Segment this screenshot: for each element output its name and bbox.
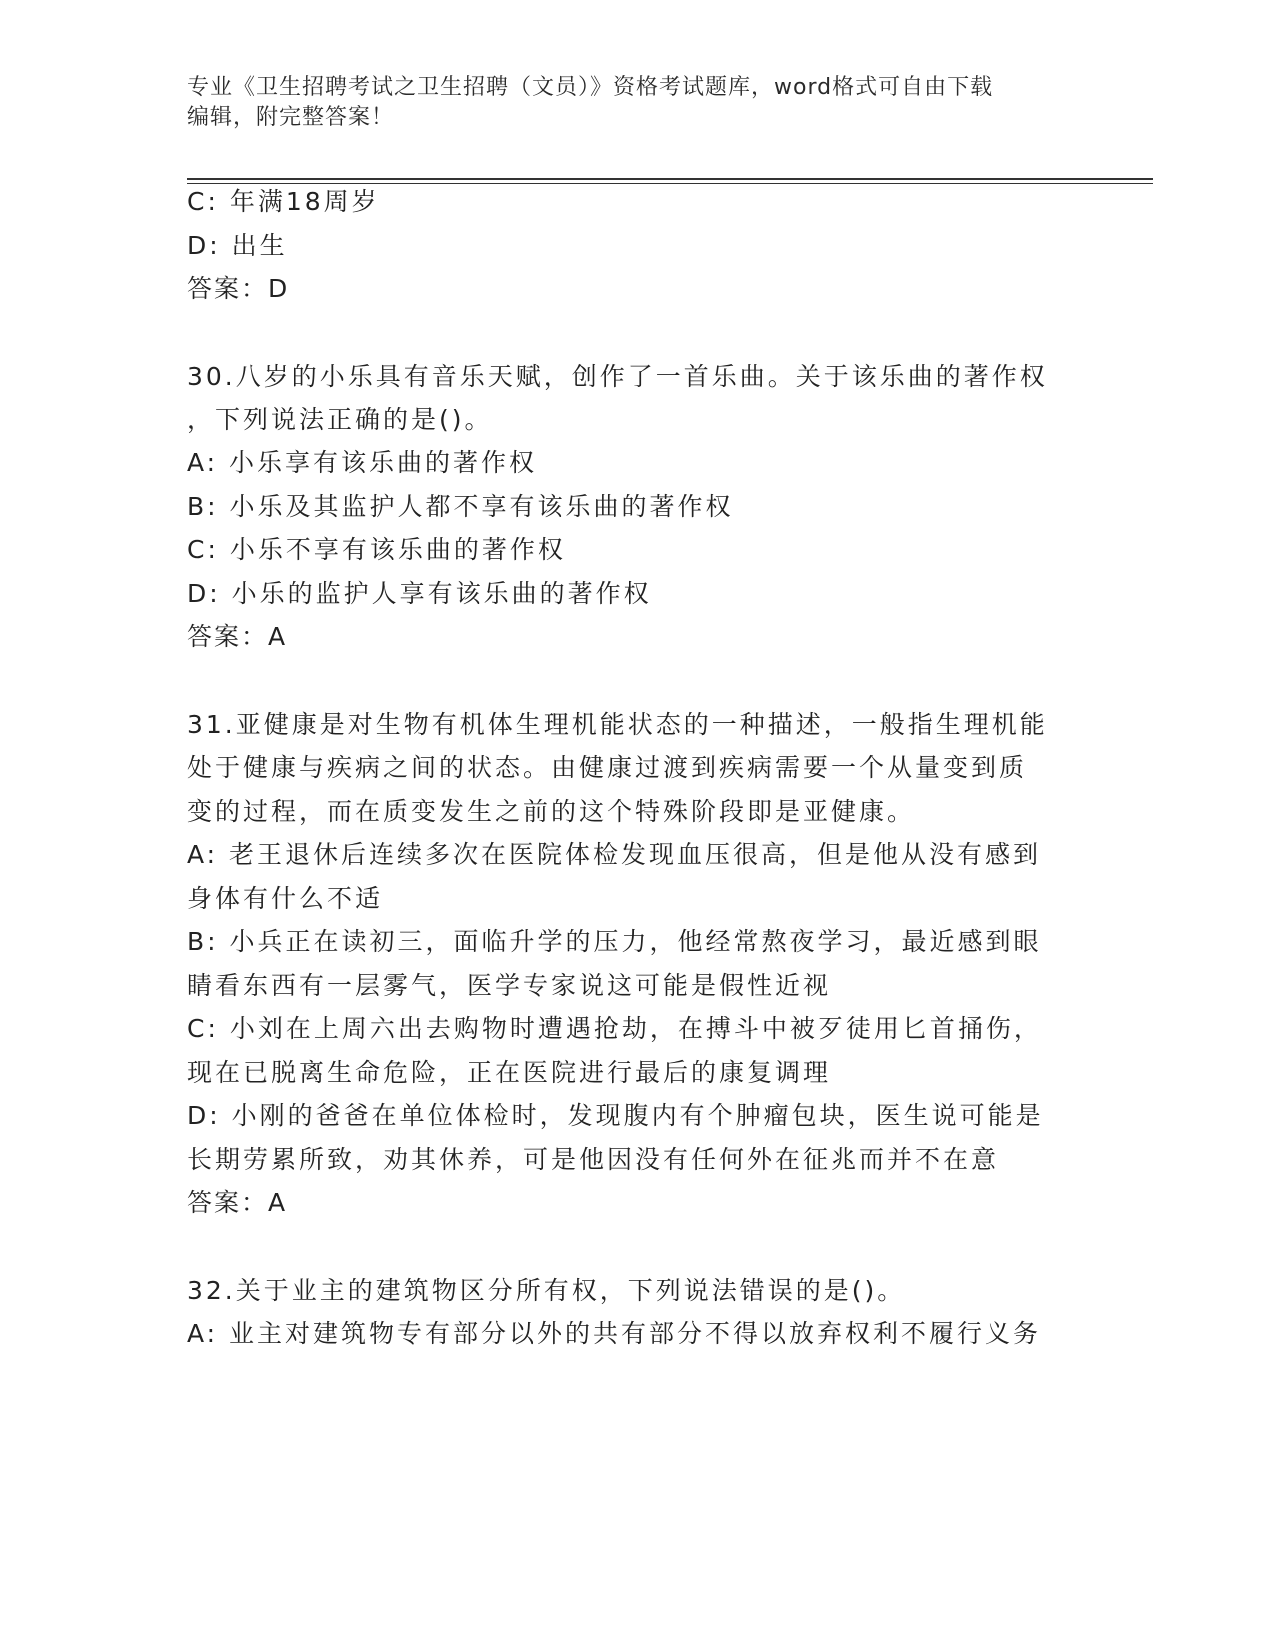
q30-stem-2: ，下列说法正确的是()。 <box>187 405 493 434</box>
q31-option-d-1: D: 小刚的爸爸在单位体检时，发现腹内有个肿瘤包块，医生说可能是 <box>187 1101 1044 1130</box>
q31-option-a-1: A: 老王退休后连续多次在医院体检发现血压很高，但是他从没有感到 <box>187 840 1042 869</box>
header-line-2: 编辑，附完整答案！ <box>187 105 395 130</box>
q30-answer: 答案：A <box>187 622 288 651</box>
q29-option-c: C: 年满18周岁 <box>187 187 380 216</box>
q30-option-b: B: 小乐及其监护人都不享有该乐曲的著作权 <box>187 492 734 521</box>
q31-stem-3: 变的过程，而在质变发生之前的这个特殊阶段即是亚健康。 <box>187 797 916 826</box>
q31-option-b-2: 睛看东西有一层雾气，医学专家说这可能是假性近视 <box>187 971 832 1000</box>
q31-stem-2: 处于健康与疾病之间的状态。由健康过渡到疾病需要一个从量变到质 <box>187 753 1028 782</box>
q31-stem-1: 31.亚健康是对生物有机体生理机能状态的一种描述，一般指生理机能 <box>187 710 1048 739</box>
header-line-1: 专业《卫生招聘考试之卫生招聘（文员）》资格考试题库，word格式可自由下载 <box>187 75 994 100</box>
q29-answer: 答案：D <box>187 274 290 303</box>
header-rule-thick <box>187 178 1153 180</box>
q31-option-c-1: C: 小刘在上周六出去购物时遭遇抢劫，在搏斗中被歹徒用匕首捅伤， <box>187 1014 1042 1043</box>
header-rule-thin <box>187 183 1153 184</box>
q29-option-d: D: 出生 <box>187 231 288 260</box>
document-header <box>187 73 1087 133</box>
q30-option-a: A: 小乐享有该乐曲的著作权 <box>187 448 538 477</box>
q31-option-b-1: B: 小兵正在读初三，面临升学的压力，他经常熬夜学习，最近感到眼 <box>187 927 1042 956</box>
q30-option-c: C: 小乐不享有该乐曲的著作权 <box>187 535 566 564</box>
q32-option-a: A: 业主对建筑物专有部分以外的共有部分不得以放弃权利不履行义务 <box>187 1319 1042 1348</box>
q31-option-d-2: 长期劳累所致，劝其休养，可是他因没有任何外在征兆而并不在意 <box>187 1145 1000 1174</box>
q31-answer: 答案：A <box>187 1188 288 1217</box>
q31-option-c-2: 现在已脱离生命危险，正在医院进行最后的康复调理 <box>187 1058 832 1087</box>
q30-stem-1: 30.八岁的小乐具有音乐天赋，创作了一首乐曲。关于该乐曲的著作权 <box>187 362 1048 391</box>
q30-option-d: D: 小乐的监护人享有该乐曲的著作权 <box>187 579 652 608</box>
q31-option-a-2: 身体有什么不适 <box>187 884 384 913</box>
q32-stem-1: 32.关于业主的建筑物区分所有权，下列说法错误的是()。 <box>187 1276 906 1305</box>
